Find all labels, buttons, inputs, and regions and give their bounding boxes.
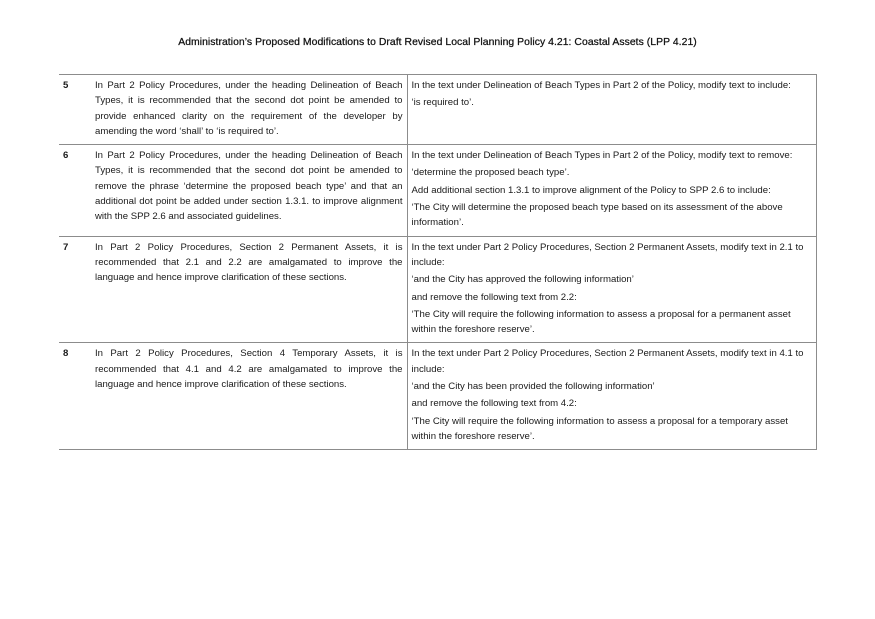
modification-paragraph: ‘The City will require the following information to assess a proposal for a temporary asset within the foreshore reserve’. [411,415,788,442]
modification-paragraph: ‘The City will determine the proposed beach type based on its assessment of the above information’. [411,202,783,229]
row-number: 8 [59,343,91,450]
modification-paragraph: ‘is required to’. [411,97,474,109]
modification-paragraph: In the text under Part 2 Policy Procedures, Section 2 Permanent Assets, modify text in 2.1 to include: [411,241,804,268]
modifications-table [59,74,817,450]
modification-paragraph: ‘The City will require the following information to assess a proposal for a permanent asset within the foreshore reserve’. [411,308,791,336]
modification-cell [407,145,816,236]
modification-paragraph: and remove the following text from 2.2: [411,291,577,303]
table-row [59,343,816,450]
row-number: 5 [59,75,91,145]
modification-paragraph: ‘and the City has approved the following information’ [411,274,634,286]
recommendation-cell: In Part 2 Policy Procedures, under the heading Delineation of Beach Types, it is recommended that the second dot point be amended to remove the phrase ‘determine the proposed beach type’ and that an additional dot point be added under section 1.3.1. to improve alignment with the SPP 2.6 and associated guidelines. [91,145,407,236]
modification-cell [407,75,816,145]
row-number: 6 [59,145,91,236]
modification-paragraph: In the text under Delineation of Beach Types in Part 2 of the Policy, modify text to remove: [411,150,793,162]
recommendation-cell: In Part 2 Policy Procedures, under the heading Delineation of Beach Types, it is recommended that the second dot point be amended to provide enhanced clarity on the requirement of the developer by amending the word ‘shall’ to ‘is required to’. [91,75,407,145]
modification-paragraph: ‘and the City has been provided the following information’ [411,381,655,393]
modification-paragraph: Add additional section 1.3.1 to improve alignment of the Policy to SPP 2.6 to include: [411,184,771,196]
modification-paragraph: ‘determine the proposed beach type’. [411,167,570,179]
table-row [59,75,816,145]
modification-cell [407,236,816,343]
row-number: 7 [59,236,91,343]
document-title: Administration’s Proposed Modifications to Draft Revised Local Planning Policy 4.21: Coastal Assets (LPP 4.21) [178,37,697,48]
table-row [59,145,816,236]
modification-paragraph: and remove the following text from 4.2: [411,398,577,410]
recommendation-cell: In Part 2 Policy Procedures, Section 2 Permanent Assets, it is recommended that 2.1 and 2.2 are amalgamated to improve the language and hence improve clarification of these sections. [91,236,407,343]
table-row [59,236,816,343]
modification-paragraph: In the text under Part 2 Policy Procedures, Section 2 Permanent Assets, modify text in 4.1 to include: [411,348,804,375]
modification-paragraph: In the text under Delineation of Beach Types in Part 2 of the Policy, modify text to include: [411,80,791,91]
recommendation-cell: In Part 2 Policy Procedures, Section 4 Temporary Assets, it is recommended that 4.1 and 4.2 are amalgamated to improve the language and hence improve clarification of these sections. [91,343,407,450]
modification-cell [407,343,816,450]
